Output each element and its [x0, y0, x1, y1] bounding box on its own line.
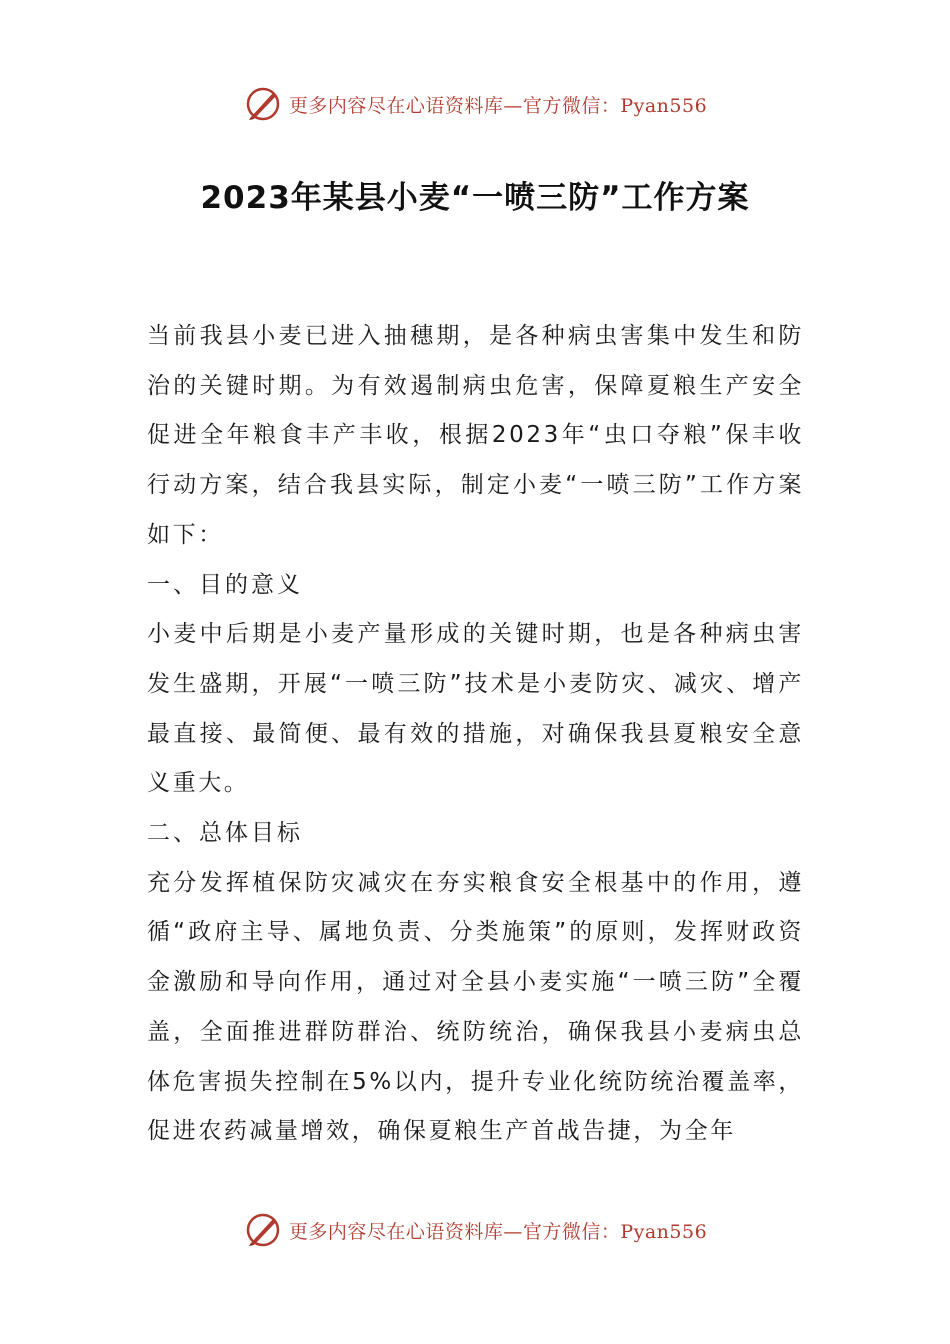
section-paragraph-purpose: 小麦中后期是小麦产量形成的关键时期，也是各种病虫害发生盛期，开展“一喷三防”技术是小麦防灾、减灾、增产最直接、最简便、最有效的措施，对确保我县夏粮安全意义重大。 — [147, 621, 804, 797]
section-heading-purpose: 一、目的意义 — [147, 571, 303, 598]
document-title: 2023年某县小麦“一喷三防”工作方案 — [200, 180, 750, 216]
footer-watermark-text: 更多内容尽在心语资料库—官方微信：Pyan556 — [288, 1220, 708, 1243]
footer-watermark-banner — [0, 1208, 950, 1252]
header-watermark-text: 更多内容尽在心语资料库—官方微信：Pyan556 — [288, 94, 708, 117]
pen-logo-icon — [243, 1210, 283, 1250]
header-watermark-banner — [0, 82, 950, 126]
section-paragraph-goals: 充分发挥植保防灾减灾在夯实粮食安全根基中的作用，遵循“政府主导、属地负责、分类施策”的原则，发挥财政资金激励和导向作用，通过对全县小麦实施“一喷三防”全覆盖，全面推进群防群治、统防统治，确保我县小麦病虫总体危害损失控制在5%以内，提升专业化统防统治覆盖率，促进农药减量增效，确保夏粮生产首战告捷，为全年 — [147, 869, 804, 1145]
section-heading-goals: 二、总体目标 — [147, 820, 303, 847]
pen-logo-icon — [243, 84, 283, 124]
document-body — [147, 312, 804, 1157]
intro-paragraph: 当前我县小麦已进入抽穗期，是各种病虫害集中发生和防治的关键时期。为有效遏制病虫危害，保障夏粮生产安全促进全年粮食丰产丰收，根据2023年“虫口夺粮”保丰收行动方案，结合我县实际，制定小麦“一喷三防”工作方案如下： — [147, 323, 804, 548]
